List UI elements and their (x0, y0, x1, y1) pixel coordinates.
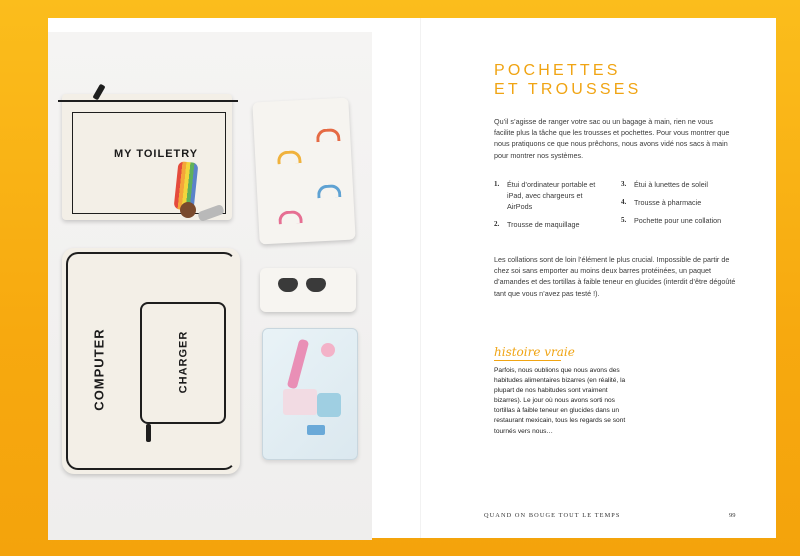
rainbow-icon (316, 128, 341, 142)
book-spread (48, 18, 776, 538)
rainbow-icon (317, 184, 342, 198)
snacks-paragraph: Les collations sont de loin l’élément le plus crucial. Impossible de partir de chez soi sans emporter au moins deux barres protéinées, un paquet d’amandes et des tortillas à faible teneur en glucides (interdit d’être dégoûté tant que vous n’avez pas testé !). (494, 255, 736, 298)
product-photo (48, 32, 372, 540)
rainbow-icon (277, 150, 302, 164)
charger-zipper-pull (146, 424, 151, 442)
running-footer: QUAND ON BOUGE TOUT LE TEMPS (484, 512, 621, 519)
rainbow-icon (278, 210, 303, 224)
intro-paragraph: Qu’il s’agisse de ranger votre sac ou un bagage à main, rien ne vous facilite plus la tâche que les trousses et pochettes. Pour vous montrer que nous pratiquons ce que nous prêchons, nous avons vidé nos sacs à main pour montrer nos systèmes. (494, 117, 730, 160)
page-number: 99 (729, 512, 736, 519)
story-title: histoire vraie (494, 345, 575, 359)
page-title (494, 61, 642, 99)
list-number: 2. (494, 220, 500, 228)
sunglasses-icon (278, 278, 298, 292)
list-label: Étui à lunettes de soleil (634, 180, 708, 189)
toiletry-zipper (58, 100, 238, 102)
sunglasses-pouch (260, 268, 356, 312)
keychain-leather-tag (180, 202, 196, 218)
story-underline (494, 360, 561, 361)
list-number: 4. (621, 198, 627, 206)
list-right-column (621, 179, 751, 239)
list-number: 3. (621, 180, 627, 188)
list-number: 1. (494, 180, 500, 188)
story-text: Parfois, nous oublions que nous avons des habitudes alimentaires bizarres (en réalité, la plupart de nos habitudes sont vraiment bizarres). Le jour où nous avons sorti nos tortillas à faible teneur en glucides dans un restaurant mexicain, tous les regards se sont tournés vers nous… (494, 367, 626, 435)
list-label: Trousse de maquillage (507, 220, 580, 229)
list-number: 5. (621, 216, 627, 224)
page-gutter (420, 18, 421, 538)
list-label: Trousse à pharmacie (634, 198, 702, 207)
clear-pouch (262, 328, 358, 460)
toiletry-label: MY TOILETRY (114, 148, 199, 160)
list-label: Étui d’ordinateur portable et iPad, avec chargeurs et AirPods (507, 180, 596, 212)
title-line-2: ET TROUSSES (494, 81, 642, 98)
sunglasses-icon (306, 278, 326, 292)
title-line-1: POCHETTES (494, 62, 621, 79)
list-label: Pochette pour une collation (634, 216, 722, 225)
list-left-column (494, 179, 612, 239)
computer-label: COMPUTER (91, 328, 107, 411)
rainbow-pouch (252, 98, 355, 245)
charger-label: CHARGER (177, 330, 190, 394)
